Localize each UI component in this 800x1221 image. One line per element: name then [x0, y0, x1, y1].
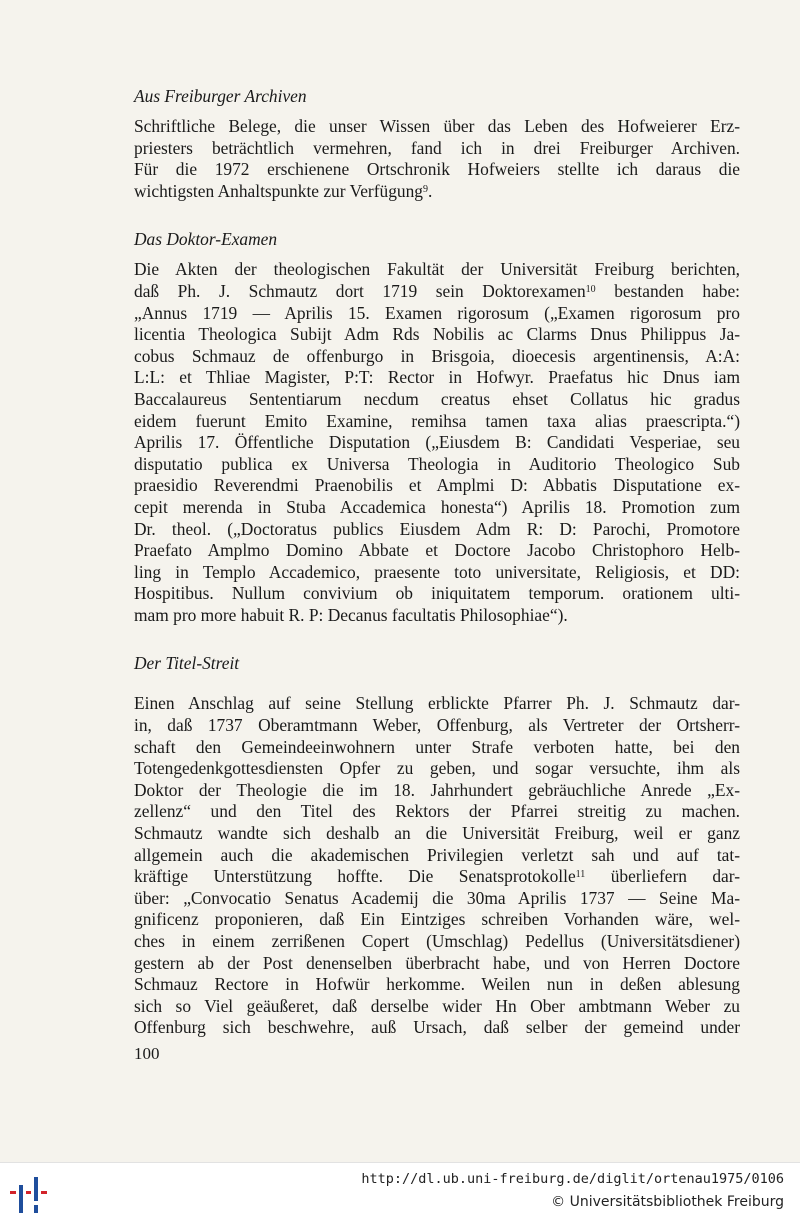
- text-line: [134, 181, 740, 203]
- text-line: ches in einem zerrißenen Copert (Umschlag) Pedellus (Universitätsdiener): [134, 931, 740, 951]
- text-line: Aprilis 17. Öffentliche Disputation („Eiusdem B: Candidati Vesperiae, seu: [134, 432, 740, 453]
- text-line: Schmautz wandte sich deshalb an die Universität Freiburg, weil er ganz: [134, 823, 740, 844]
- text-fragment: daß Ph. J. Schmautz dort 1719 sein Doktorexamen: [134, 280, 586, 301]
- text-line: Schmauz Rectore in Hofwür herkomme. Weilen nun in deßen ablesung: [134, 974, 740, 995]
- copyright-notice: © Universitätsbibliothek Freiburg: [551, 1194, 784, 1210]
- section-heading-doctor-exam: Das Doktor-Examen: [134, 229, 278, 250]
- text-line: schaft den Gemeindeeinwohnern unter Strafe verboten hatte, bei den: [134, 736, 740, 757]
- paragraph-archive: [134, 116, 740, 202]
- text-line: licentia Theologica Subijt Adm Rds Nobilis ac Clarms Dnus Philippus Ja-: [134, 324, 740, 345]
- text-line: Totengedenkgottesdiensten Opfer zu geben, und sogar versuchte, ihm als: [134, 758, 740, 779]
- text-line: über: „Convocatio Senatus Academij die 30ma Aprilis 1737 — Seine Ma-: [134, 887, 740, 908]
- document-url[interactable]: http://dl.ub.uni-freiburg.de/diglit/ortenau1975/0106: [361, 1171, 784, 1187]
- text-line: [134, 866, 740, 888]
- text-line: mam pro more habuit R. P: Decanus facultatis Philosophiae“).: [134, 604, 568, 625]
- text-line: Einen Anschlag auf seine Stellung erblickte Pfarrer Ph. J. Schmautz dar-: [134, 693, 740, 714]
- text-line: in, daß 1737 Oberamtmann Weber, Offenburg, als Vertreter der Ortsherr-: [134, 715, 740, 736]
- text-line: [134, 281, 740, 303]
- text-line: cepit merenda in Stuba Accademica honesta“) Aprilis 18. Promotion zum: [134, 496, 740, 517]
- text-line: Schriftliche Belege, die unser Wissen über das Leben des Hofweierer Erz-: [134, 116, 740, 136]
- text-line: praesidio Reverendmi Praenobilis et Amplmi D: Abbatis Disputatione ex-: [134, 475, 740, 496]
- text-line: Praefato Amplmo Domino Abbate et Doctore Jacobo Christophoro Helb-: [134, 540, 740, 561]
- page-content: [134, 86, 740, 1039]
- text-line: priesters beträchtlich vermehren, fand ich in drei Freiburger Archiven.: [134, 137, 740, 158]
- text-line: disputatio publica ex Universa Theologia in Auditorio Theologico Sub: [134, 453, 740, 474]
- section-heading-title-dispute: Der Titel-Streit: [134, 653, 240, 674]
- text-line: Die Akten der theologischen Fakultät der Universität Freiburg berichten,: [134, 259, 740, 280]
- text-fragment: .: [428, 180, 433, 201]
- text-line: zellenz“ und den Titel des Rektors der Pfarrei streitig zu machen.: [134, 801, 740, 822]
- text-fragment: kräftige Unterstützung hoffte. Die Senatsprotokolle: [134, 866, 576, 887]
- text-line: „Annus 1719 — Aprilis 15. Examen rigorosum („Examen rigorosum pro: [134, 302, 740, 323]
- text-line: Hospitibus. Nullum convivium ob iniquitatem temporum. orationem ulti-: [134, 583, 740, 604]
- footnote-ref-11: 11: [575, 869, 586, 881]
- text-line: L:L: et Thliae Magister, P:T: Rector in Hofwyr. Praefatus hic Dnus iam: [134, 367, 740, 388]
- text-line: gestern ab der Post denenselben überbracht habe, und von Herren Doctore: [134, 952, 740, 973]
- text-line: Offenburg sich beschwehre, auß Ursach, daß selber der gemeind under: [134, 1017, 740, 1038]
- text-line: Baccalaureus Sententiarum necdum creatus ehset Collatus hic gradus: [134, 388, 740, 409]
- text-line: sich so Viel geäußeret, daß derselbe wider Hn Ober ambtmann Weber zu: [134, 995, 740, 1016]
- paragraph-title-dispute: [134, 693, 740, 1039]
- text-line: Für die 1972 erschienene Ortschronik Hofweiers stellte ich daraus die: [134, 159, 740, 180]
- footnote-ref-10: 10: [585, 283, 596, 295]
- text-line: Doktor der Theologie die im 18. Jahrhundert gebräuchliche Anrede „Ex-: [134, 779, 740, 800]
- text-line: allgemein auch die akademischen Privilegien verletzt sah und auf tat-: [134, 844, 740, 865]
- text-line: eidem fuerunt Emito Examine, remihsa tamen taxa alias praescripta.“): [134, 410, 740, 431]
- section-heading-archive: Aus Freiburger Archiven: [134, 86, 307, 106]
- ub-freiburg-logo-icon: [10, 1171, 54, 1215]
- text-fragment: überliefern dar-: [585, 866, 740, 887]
- text-fragment: bestanden habe:: [595, 280, 740, 301]
- viewer-footer: [0, 1162, 800, 1221]
- page-number: 100: [134, 1044, 160, 1063]
- text-line: ling in Templo Accademico, praesente toto universitate, Religiosis, et DD:: [134, 561, 740, 582]
- text-line: cobus Schmauz de offenburgo in Brisgoia, dioecesis argentinensis, A:A:: [134, 345, 740, 366]
- text-line: Dr. theol. („Doctoratus publics Eiusdem Adm R: D: Parochi, Promotore: [134, 518, 740, 539]
- footnote-ref-9: 9: [423, 183, 428, 195]
- paragraph-doctor-exam: [134, 259, 740, 626]
- text-fragment: wichtigsten Anhaltspunkte zur Verfügung: [134, 180, 423, 201]
- text-line: gnificenz proponieren, daß Ein Eintziges schreiben Vorhanden wäre, wel-: [134, 909, 740, 930]
